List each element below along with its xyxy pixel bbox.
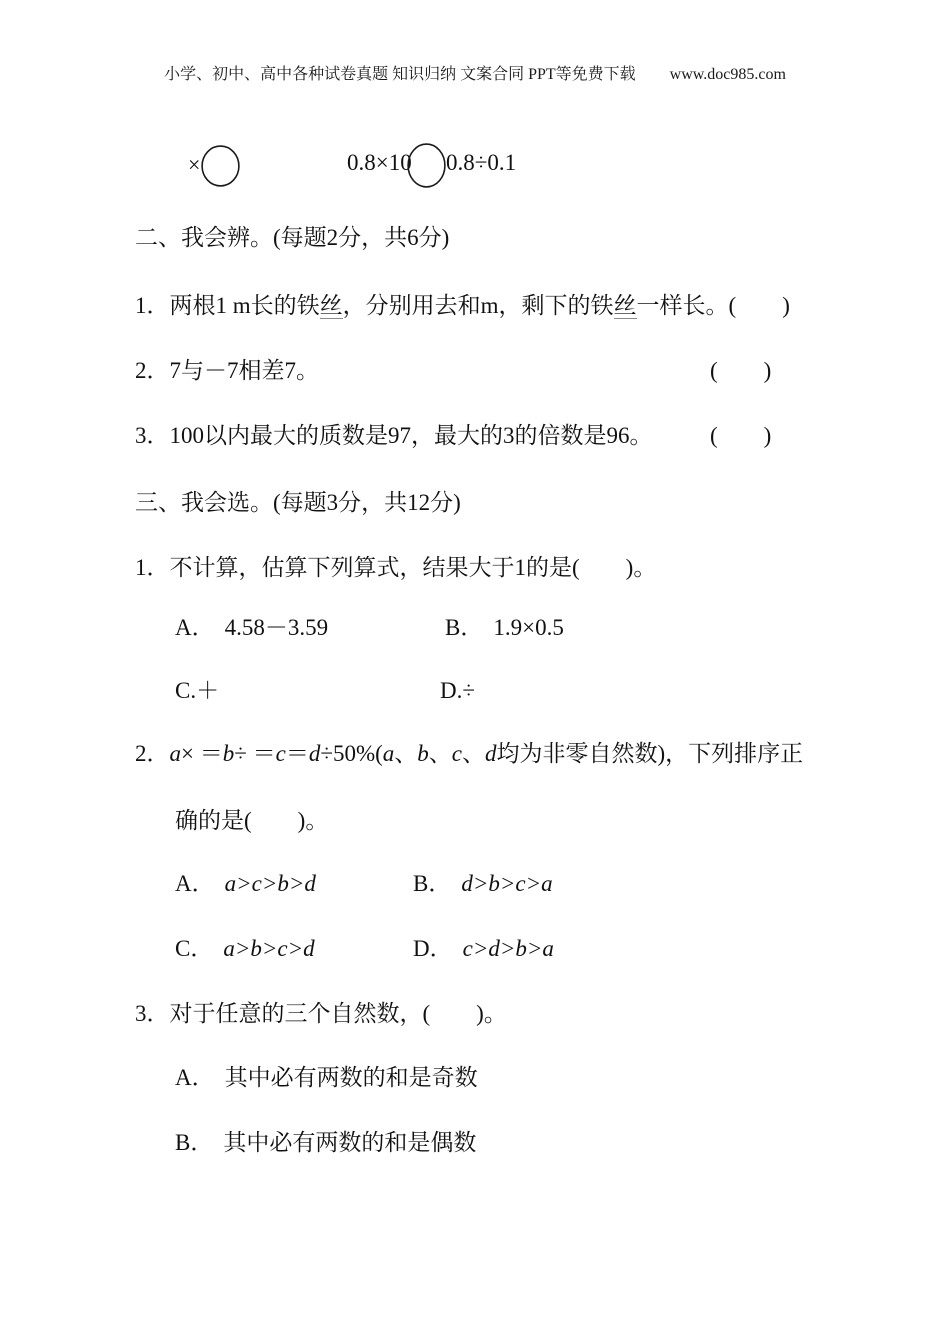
option-label: B． <box>445 615 484 640</box>
choice-q1-option-b <box>445 612 564 644</box>
choice-q2-options-ab <box>0 868 950 900</box>
judge-q3 <box>0 420 950 452</box>
expression-right: 0.8÷0.1 <box>446 150 517 175</box>
option-value: 其中必有两数的和是奇数 <box>224 1065 478 1090</box>
comparison-circle-icon <box>407 143 446 188</box>
choice-q2-option-c <box>175 933 315 965</box>
choice-q2-option-d <box>413 933 554 965</box>
option-label: A． <box>175 615 215 640</box>
section-choice-title: 三、我会选。(每题3分，共12分) <box>135 490 461 515</box>
header-note: 小学、初中、高中各种试卷真题 知识归纳 文案合同 PPT等免费下载 <box>164 66 636 83</box>
judge-q2 <box>0 355 950 387</box>
judge-q2-answer-blank: ( ) <box>710 358 772 383</box>
judge-q3-answer-blank: ( ) <box>710 423 772 448</box>
page-header <box>0 64 950 86</box>
section-judge-title: 二、我会辨。(每题2分，共6分) <box>135 225 450 250</box>
choice-q2-text-line1: 2．a× ＝b÷ ＝c＝d÷50%(a、b、c、d均为非零自然数)，下列排序正 <box>135 741 804 766</box>
option-label: D． <box>413 936 453 961</box>
choice-q2-option-a <box>175 868 316 900</box>
option-value: 其中必有两数的和是偶数 <box>223 1130 477 1155</box>
judge-q1: 1．两根1 m长的铁丝，分别用去和m，剩下的铁丝一样长。( ) <box>135 293 790 318</box>
choice-q1-options-cd <box>0 675 950 707</box>
option-label: C． <box>175 936 214 961</box>
option-value: d>b>c>a <box>461 871 553 896</box>
answer-circle-icon <box>201 145 240 187</box>
option-label: B． <box>413 871 452 896</box>
multiply-sign: × <box>188 152 201 177</box>
fill-blank-expressions <box>135 142 815 196</box>
option-value: 4.58－3.59 <box>224 615 329 640</box>
option-label: A． <box>175 871 215 896</box>
choice-q2-options-cd <box>0 933 950 965</box>
choice-q1-options-ab <box>0 612 950 644</box>
option-value: c>d>b>a <box>462 936 554 961</box>
option-value: a>c>b>d <box>224 871 316 896</box>
option-value: 1.9×0.5 <box>493 615 564 640</box>
choice-q1-option-a <box>175 612 328 644</box>
choice-q1-option-c <box>175 675 219 707</box>
option-label: B． <box>175 1130 214 1155</box>
choice-q2-option-b <box>413 868 553 900</box>
option-label: D. <box>440 678 463 703</box>
judge-q3-text: 3．100以内最大的质数是97，最大的3的倍数是96。 <box>135 423 653 448</box>
option-value: ＋ <box>196 678 220 703</box>
expression-left: 0.8×10 <box>347 150 412 175</box>
choice-q3-text: 3．对于任意的三个自然数，( )。 <box>135 1001 507 1026</box>
option-label: C. <box>175 678 197 703</box>
choice-q1-option-d <box>440 675 475 707</box>
judge-q2-text: 2．7与－7相差7。 <box>135 358 319 383</box>
choice-q1-text: 1．不计算，估算下列算式，结果大于1的是( )。 <box>135 555 657 580</box>
choice-q2-text-line2: 确的是( )。 <box>175 808 329 833</box>
option-value: a>b>c>d <box>223 936 315 961</box>
option-label: A． <box>175 1065 215 1090</box>
choice-q3-option-a <box>175 1062 478 1094</box>
choice-q3-option-b <box>175 1127 476 1159</box>
option-value: ÷ <box>462 678 475 703</box>
site-url: www.doc985.com <box>669 66 786 83</box>
